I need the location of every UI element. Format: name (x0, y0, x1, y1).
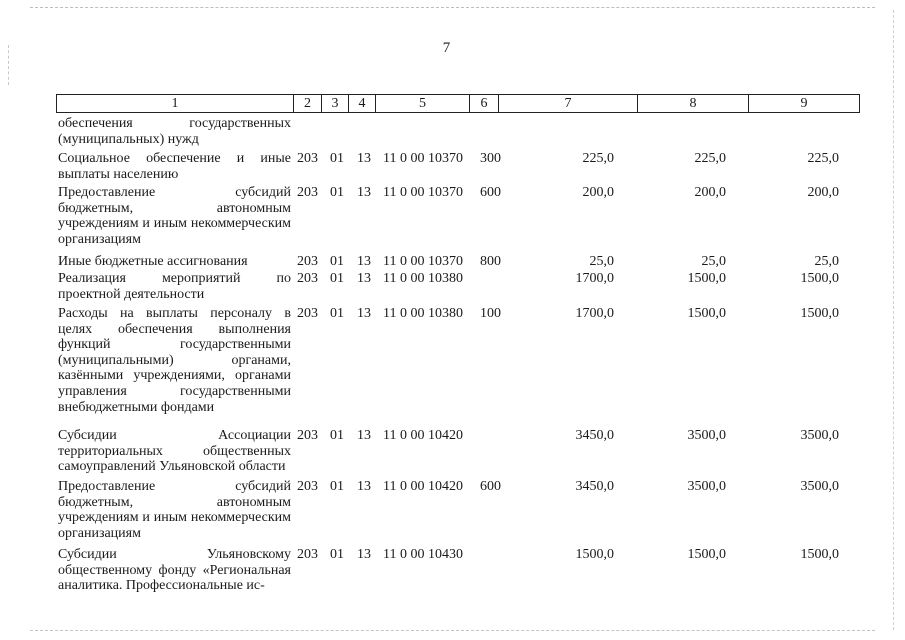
page-number: 7 (442, 40, 451, 56)
row-code-6: 300 (480, 151, 501, 166)
row-name: Субсидии Ульяновскому общественному фонду «Региональная аналитика. Профессиональные ис- (58, 547, 291, 594)
row-code-4: 13 (357, 151, 371, 166)
row-code-3: 01 (330, 271, 344, 286)
row-value-7: 3450,0 (575, 428, 614, 443)
row-code-2: 203 (297, 151, 318, 166)
row-code-3: 01 (330, 151, 344, 166)
row-code-6: 100 (480, 306, 501, 321)
row-code-2: 203 (297, 479, 318, 494)
row-name: Расходы на выплаты персоналу в целях обеспечения выполнения функций государственными (муниципальными) органами, казёнными учреждениями, органами управления государственными внебюджетными фондами (58, 306, 291, 415)
row-name: Иные бюджетные ассигнования (58, 254, 248, 269)
row-value-7: 1500,0 (575, 547, 614, 562)
col-header-6: 6 (470, 95, 499, 113)
row-code-5: 11 0 00 10370 (383, 151, 463, 166)
row-value-7: 1700,0 (575, 271, 614, 286)
row-code-5: 11 0 00 10420 (383, 479, 463, 494)
column-header-table (56, 94, 860, 113)
col-header-1: 1 (57, 95, 294, 113)
row-code-6: 600 (480, 185, 501, 200)
row-value-9: 3500,0 (800, 428, 839, 443)
row-code-5: 11 0 00 10420 (383, 428, 463, 443)
col-header-7: 7 (499, 95, 638, 113)
row-code-4: 13 (357, 306, 371, 321)
row-code-2: 203 (297, 185, 318, 200)
row-code-2: 203 (297, 547, 318, 562)
row-value-8: 1500,0 (687, 271, 726, 286)
row-value-8: 1500,0 (687, 306, 726, 321)
row-name: Предоставление субсидий бюджетным, автономным учреждениям и иным некоммерческим организациям (58, 479, 291, 541)
row-value-7: 225,0 (582, 151, 614, 166)
row-name: Социальное обеспечение и иные выплаты населению (58, 151, 291, 182)
row-value-9: 1500,0 (800, 271, 839, 286)
scan-edge-right (893, 10, 894, 630)
row-name: обеспечения государственных (муниципальных) нужд (58, 116, 291, 147)
row-code-3: 01 (330, 185, 344, 200)
row-code-4: 13 (357, 185, 371, 200)
row-code-6: 600 (480, 479, 501, 494)
row-name: Субсидии Ассоциации территориальных общественных самоуправлений Ульяновской области (58, 428, 291, 475)
row-name: Предоставление субсидий бюджетным, автономным учреждениям и иным некоммерческим организациям (58, 185, 291, 247)
row-code-3: 01 (330, 479, 344, 494)
row-value-9: 3500,0 (800, 479, 839, 494)
row-value-9: 25,0 (814, 254, 839, 269)
row-name: Реализация мероприятий по проектной деятельности (58, 271, 291, 302)
row-code-2: 203 (297, 306, 318, 321)
row-value-9: 1500,0 (800, 547, 839, 562)
row-value-8: 200,0 (694, 185, 726, 200)
row-code-4: 13 (357, 428, 371, 443)
column-header-row (57, 95, 860, 113)
col-header-3: 3 (322, 95, 349, 113)
row-code-5: 11 0 00 10370 (383, 254, 463, 269)
row-value-7: 1700,0 (575, 306, 614, 321)
row-value-8: 3500,0 (687, 428, 726, 443)
scan-edge-bottom (30, 630, 875, 631)
row-code-3: 01 (330, 306, 344, 321)
row-code-2: 203 (297, 254, 318, 269)
row-code-5: 11 0 00 10380 (383, 306, 463, 321)
row-code-2: 203 (297, 271, 318, 286)
col-header-2: 2 (294, 95, 322, 113)
row-value-8: 1500,0 (687, 547, 726, 562)
row-value-8: 25,0 (701, 254, 726, 269)
row-value-9: 200,0 (807, 185, 839, 200)
row-value-9: 225,0 (807, 151, 839, 166)
row-code-5: 11 0 00 10430 (383, 547, 463, 562)
row-code-5: 11 0 00 10380 (383, 271, 463, 286)
row-code-6: 800 (480, 254, 501, 269)
col-header-4: 4 (349, 95, 376, 113)
row-value-7: 3450,0 (575, 479, 614, 494)
row-code-5: 11 0 00 10370 (383, 185, 463, 200)
scan-edge-top (30, 7, 875, 8)
row-value-8: 225,0 (694, 151, 726, 166)
row-value-7: 25,0 (589, 254, 614, 269)
row-code-4: 13 (357, 254, 371, 269)
col-header-8: 8 (638, 95, 749, 113)
row-code-3: 01 (330, 547, 344, 562)
row-code-4: 13 (357, 547, 371, 562)
row-code-3: 01 (330, 254, 344, 269)
row-code-4: 13 (357, 271, 371, 286)
row-value-7: 200,0 (582, 185, 614, 200)
row-value-9: 1500,0 (800, 306, 839, 321)
row-code-3: 01 (330, 428, 344, 443)
row-code-2: 203 (297, 428, 318, 443)
col-header-5: 5 (376, 95, 470, 113)
col-header-9: 9 (749, 95, 860, 113)
row-value-8: 3500,0 (687, 479, 726, 494)
row-code-4: 13 (357, 479, 371, 494)
